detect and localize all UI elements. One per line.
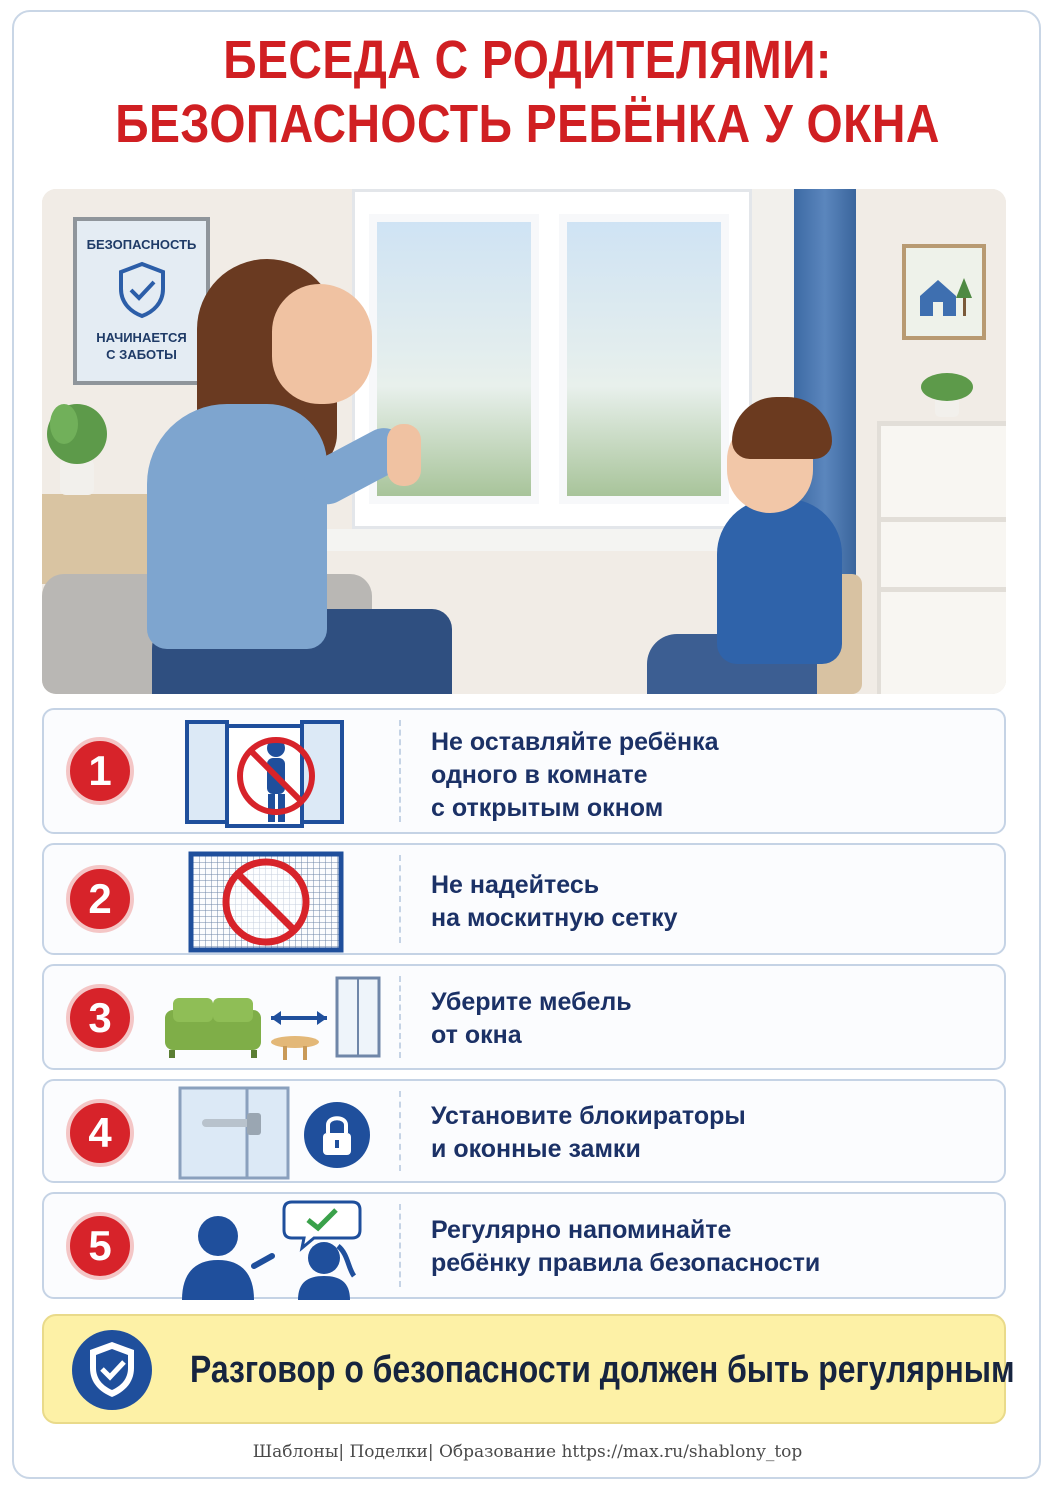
- step-number-badge: 1: [66, 737, 134, 805]
- step-card-5: [42, 1192, 1006, 1299]
- shelf-board: [881, 421, 1006, 426]
- footer-credits: Шаблоны| Поделки| Образование https://max.ru/shablony_top: [252, 1442, 803, 1462]
- window-pane-right: [559, 214, 729, 504]
- shelf-board: [881, 517, 1006, 522]
- bookshelf: [877, 421, 1006, 694]
- poster-top-text: БЕЗОПАСНОСТЬ: [86, 237, 197, 252]
- step-line: от окна: [431, 1021, 522, 1049]
- house-picture: [902, 244, 986, 340]
- parent-child-talk-icon: [174, 1196, 374, 1300]
- potted-plant-icon: [917, 369, 977, 419]
- step-number-badge: 2: [66, 865, 134, 933]
- mother-body: [147, 404, 327, 649]
- step-text: [431, 869, 678, 935]
- step-line: Уберите мебель: [431, 988, 632, 1016]
- step-line: ребёнку правила безопасности: [431, 1249, 821, 1277]
- house-icon: [906, 248, 982, 336]
- move-furniture-icon: [159, 974, 384, 1064]
- step-line: Не оставляйте ребёнка: [431, 728, 719, 756]
- step-number-badge: 4: [66, 1099, 134, 1167]
- step-divider: [399, 1091, 401, 1171]
- step-card-2: [42, 843, 1006, 955]
- step-line: одного в комнате: [431, 761, 648, 789]
- illustration-mother-talking-to-child: [42, 189, 1006, 694]
- step-line: Установите блокираторы: [431, 1102, 746, 1130]
- window-lock-icon: [177, 1085, 377, 1181]
- step-text: [431, 1100, 746, 1166]
- shelf-board: [881, 587, 1006, 592]
- title-line-2: БЕЗОПАСНОСТЬ РЕБЁНКА У ОКНА: [115, 94, 940, 154]
- shield-check-icon: [117, 261, 167, 319]
- step-text: [431, 726, 719, 825]
- no-mosquito-net-icon: [187, 850, 345, 954]
- step-divider: [399, 976, 401, 1058]
- raised-finger: [387, 424, 421, 486]
- step-line: на москитную сетку: [431, 904, 678, 932]
- poster-bottom-line-2: С ЗАБОТЫ: [106, 347, 177, 362]
- step-divider: [399, 1204, 401, 1287]
- plant-icon: [42, 389, 112, 499]
- shield-check-icon: [66, 1328, 158, 1412]
- boy-body: [717, 499, 842, 664]
- title-line-1: БЕСЕДА С РОДИТЕЛЯМИ:: [223, 30, 832, 90]
- step-text: [431, 1214, 820, 1280]
- step-line: и оконные замки: [431, 1135, 641, 1163]
- step-text: [431, 986, 632, 1052]
- step-line: Регулярно напоминайте: [431, 1216, 732, 1244]
- step-divider: [399, 855, 401, 943]
- page-title: [74, 28, 981, 156]
- step-card-4: [42, 1079, 1006, 1183]
- safety-poster: [73, 217, 210, 385]
- step-divider: [399, 720, 401, 822]
- step-line: с открытым окном: [431, 794, 664, 822]
- step-line: Не надейтесь: [431, 871, 600, 899]
- step-card-3: [42, 964, 1006, 1070]
- mother-face: [272, 284, 372, 404]
- banner-text: Разговор о безопасности должен быть регулярным: [190, 1349, 1015, 1391]
- bottom-banner: [42, 1314, 1015, 1424]
- no-child-at-window-icon: [184, 716, 349, 832]
- step-number-badge: 5: [66, 1212, 134, 1280]
- poster-bottom-line-1: НАЧИНАЕТСЯ: [96, 330, 187, 345]
- step-card-1: [42, 708, 1006, 834]
- step-number-badge: 3: [66, 984, 134, 1052]
